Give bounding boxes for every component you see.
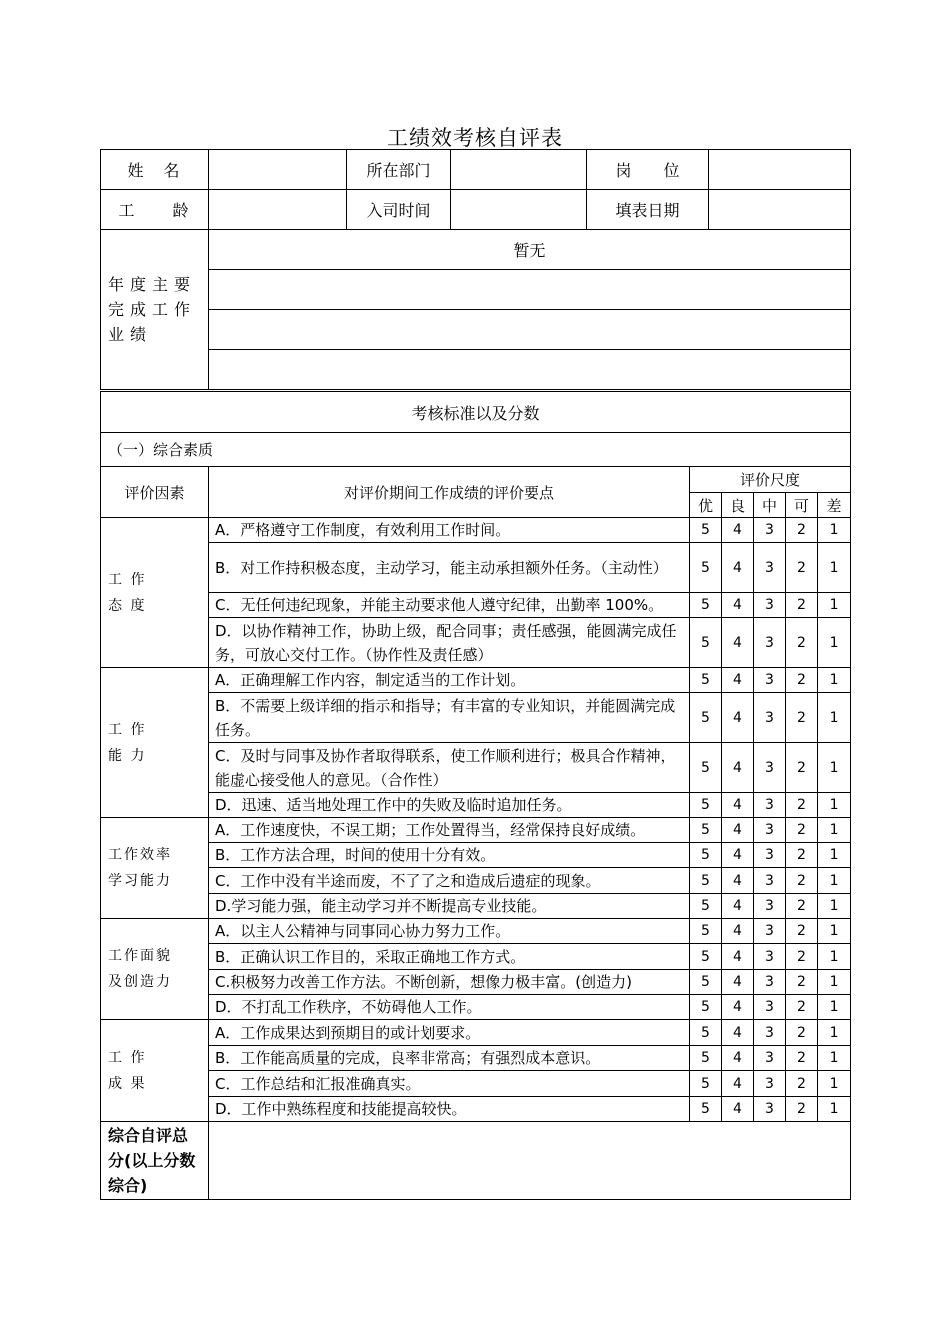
join-date-field[interactable] (451, 190, 587, 230)
grade-header: 优 (690, 493, 722, 518)
criteria-item: D．以协作精神工作，协助上级，配合同事；责任感强，能圆满完成任务，可放心交付工作。（协作性及责任感） (209, 618, 690, 668)
score-cell[interactable]: 5 (690, 543, 722, 593)
score-cell[interactable]: 3 (754, 668, 786, 693)
score-cell[interactable]: 4 (722, 868, 754, 894)
criteria-item: D．迅速、适当地处理工作中的失败及临时追加任务。 (209, 793, 690, 818)
score-cell[interactable]: 5 (690, 995, 722, 1020)
join-date-label: 入司时间 (347, 190, 451, 230)
score-cell[interactable]: 5 (690, 868, 722, 894)
score-cell[interactable]: 3 (754, 894, 786, 919)
criteria-row (101, 743, 851, 793)
score-cell[interactable]: 1 (818, 618, 851, 668)
criteria-item: D．不打乱工作秩序，不妨碍他人工作。 (209, 995, 690, 1020)
score-cell[interactable]: 3 (754, 693, 786, 743)
score-cell[interactable]: 3 (754, 518, 786, 543)
criteria-row (101, 618, 851, 668)
score-cell[interactable]: 3 (754, 793, 786, 818)
score-cell[interactable]: 4 (722, 693, 754, 743)
post-label: 岗 位 (587, 150, 709, 190)
score-cell[interactable]: 1 (818, 970, 851, 995)
score-cell[interactable]: 5 (690, 1046, 722, 1071)
score-cell[interactable]: 5 (690, 593, 722, 618)
score-cell[interactable]: 5 (690, 1097, 722, 1122)
score-cell[interactable]: 5 (690, 919, 722, 944)
score-cell[interactable]: 5 (690, 693, 722, 743)
scale-header: 评价尺度 (690, 467, 851, 493)
score-cell[interactable]: 2 (786, 919, 818, 944)
criteria-heading: 考核标准以及分数 (101, 391, 851, 433)
page-title: 工绩效考核自评表 (387, 126, 563, 150)
criteria-row (101, 1046, 851, 1071)
score-cell[interactable]: 3 (754, 843, 786, 868)
criteria-row (101, 995, 851, 1020)
score-cell[interactable]: 4 (722, 1071, 754, 1097)
score-cell[interactable]: 3 (754, 1046, 786, 1071)
score-cell[interactable]: 5 (690, 668, 722, 693)
criteria-item: B．对工作持积极态度，主动学习，能主动承担额外任务。（主动性） (209, 543, 690, 593)
score-cell[interactable]: 4 (722, 818, 754, 843)
score-cell[interactable]: 1 (818, 1097, 851, 1122)
criteria-item: A．严格遵守工作制度，有效利用工作时间。 (209, 518, 690, 543)
criteria-row (101, 543, 851, 593)
score-cell[interactable]: 5 (690, 944, 722, 970)
score-cell[interactable]: 3 (754, 1020, 786, 1046)
score-cell[interactable]: 1 (818, 543, 851, 593)
score-cell[interactable]: 4 (722, 668, 754, 693)
score-cell[interactable]: 2 (786, 1097, 818, 1122)
grade-header: 良 (722, 493, 754, 518)
score-cell[interactable]: 3 (754, 944, 786, 970)
criteria-item: C.积极努力改善工作方法。不断创新，想像力极丰富。(创造力) (209, 970, 690, 995)
score-cell[interactable]: 4 (722, 1020, 754, 1046)
score-cell[interactable]: 3 (754, 593, 786, 618)
score-cell[interactable]: 4 (722, 995, 754, 1020)
score-cell[interactable]: 4 (722, 843, 754, 868)
grade-header: 可 (786, 493, 818, 518)
criteria-item: D.学习能力强，能主动学习并不断提高专业技能。 (209, 894, 690, 919)
factor-label: 工 作 成 果 (101, 1020, 209, 1122)
criteria-row (101, 868, 851, 894)
score-cell[interactable]: 1 (818, 593, 851, 618)
factor-label: 工作效率 学习能力 (101, 818, 209, 919)
score-cell[interactable]: 2 (786, 693, 818, 743)
score-cell[interactable]: 1 (818, 995, 851, 1020)
score-cell[interactable]: 4 (722, 543, 754, 593)
score-cell[interactable]: 2 (786, 518, 818, 543)
score-cell[interactable]: 5 (690, 843, 722, 868)
score-cell[interactable]: 1 (818, 793, 851, 818)
score-cell[interactable]: 2 (786, 970, 818, 995)
score-cell[interactable]: 2 (786, 995, 818, 1020)
score-cell[interactable]: 5 (690, 618, 722, 668)
score-cell[interactable]: 1 (818, 919, 851, 944)
grade-header: 差 (818, 493, 851, 518)
score-cell[interactable]: 3 (754, 1071, 786, 1097)
criteria-row (101, 1097, 851, 1122)
score-cell[interactable]: 4 (722, 944, 754, 970)
score-cell[interactable]: 4 (722, 593, 754, 618)
criteria-item: B．工作能高质量的完成，良率非常高；有强烈成本意识。 (209, 1046, 690, 1071)
score-cell[interactable]: 5 (690, 1020, 722, 1046)
score-cell[interactable]: 2 (786, 543, 818, 593)
total-score-field[interactable] (209, 1122, 851, 1200)
criteria-item: C．及时与同事及协作者取得联系，使工作顺利进行；极具合作精神，能虚心接受他人的意见。（合作性） (209, 743, 690, 793)
criteria-item: B．正确认识工作目的，采取正确地工作方式。 (209, 944, 690, 970)
criteria-row (101, 668, 851, 693)
fill-date-field[interactable] (709, 190, 851, 230)
score-cell[interactable]: 5 (690, 518, 722, 543)
score-cell[interactable]: 2 (786, 1046, 818, 1071)
total-score-label: 综合自评总分(以上分数综合) (101, 1122, 209, 1200)
criteria-item: A．工作成果达到预期目的或计划要求。 (209, 1020, 690, 1046)
score-cell[interactable]: 4 (722, 970, 754, 995)
score-cell[interactable]: 1 (818, 868, 851, 894)
criteria-item: C．工作总结和汇报准确真实。 (209, 1071, 690, 1097)
score-cell[interactable]: 5 (690, 970, 722, 995)
score-cell[interactable]: 3 (754, 818, 786, 843)
criteria-item: A．以主人公精神与同事同心协力努力工作。 (209, 919, 690, 944)
score-cell[interactable]: 1 (818, 1046, 851, 1071)
score-cell[interactable]: 5 (690, 818, 722, 843)
score-cell[interactable]: 4 (722, 618, 754, 668)
factor-label: 工 作 能 力 (101, 668, 209, 818)
score-cell[interactable]: 2 (786, 818, 818, 843)
score-cell[interactable]: 1 (818, 1020, 851, 1046)
factor-label: 工作面貌 及创造力 (101, 919, 209, 1020)
achievement-row[interactable] (209, 310, 851, 350)
score-cell[interactable]: 5 (690, 793, 722, 818)
score-cell[interactable]: 4 (722, 518, 754, 543)
score-cell[interactable]: 1 (818, 894, 851, 919)
score-cell[interactable]: 1 (818, 518, 851, 543)
criteria-row (101, 919, 851, 944)
points-header: 对评价期间工作成绩的评价要点 (209, 467, 690, 518)
score-cell[interactable]: 3 (754, 995, 786, 1020)
criteria-row (101, 970, 851, 995)
dept-label: 所在部门 (347, 150, 451, 190)
score-cell[interactable]: 3 (754, 919, 786, 944)
score-cell[interactable]: 5 (690, 1071, 722, 1097)
score-cell[interactable]: 5 (690, 743, 722, 793)
achievement-row[interactable] (209, 350, 851, 390)
criteria-row (101, 818, 851, 843)
criteria-item: D．工作中熟练程度和技能提高较快。 (209, 1097, 690, 1122)
score-cell[interactable]: 1 (818, 944, 851, 970)
seniority-label: 工 龄 (101, 190, 209, 230)
criteria-item: C．无任何违纪现象，并能主动要求他人遵守纪律，出勤率 100%。 (209, 593, 690, 618)
score-cell[interactable]: 3 (754, 743, 786, 793)
score-cell[interactable]: 3 (754, 1097, 786, 1122)
basic-info-table (100, 149, 851, 230)
name-field[interactable] (209, 150, 347, 190)
score-cell[interactable]: 3 (754, 970, 786, 995)
score-cell[interactable]: 2 (786, 668, 818, 693)
factor-header: 评价因素 (101, 467, 209, 518)
score-cell[interactable]: 2 (786, 743, 818, 793)
score-cell[interactable]: 2 (786, 894, 818, 919)
score-cell[interactable]: 2 (786, 593, 818, 618)
score-cell[interactable]: 1 (818, 843, 851, 868)
criteria-row (101, 518, 851, 543)
dept-field[interactable] (451, 150, 587, 190)
criteria-item: C．工作中没有半途而废，不了了之和造成后遗症的现象。 (209, 868, 690, 894)
criteria-row (101, 1020, 851, 1046)
score-cell[interactable]: 4 (722, 894, 754, 919)
score-cell[interactable]: 3 (754, 618, 786, 668)
score-cell[interactable]: 2 (786, 944, 818, 970)
factor-label: 工 作 态 度 (101, 518, 209, 668)
section-title: （一）综合素质 (101, 433, 851, 467)
score-cell[interactable]: 3 (754, 543, 786, 593)
achievement-row[interactable] (209, 270, 851, 310)
score-cell[interactable]: 4 (722, 1097, 754, 1122)
score-cell[interactable]: 4 (722, 1046, 754, 1071)
criteria-row (101, 593, 851, 618)
score-cell[interactable]: 5 (690, 894, 722, 919)
criteria-table (100, 389, 851, 1200)
criteria-row (101, 693, 851, 743)
grade-header: 中 (754, 493, 786, 518)
score-cell[interactable]: 2 (786, 793, 818, 818)
achievement-row[interactable]: 暂无 (209, 230, 851, 270)
seniority-field[interactable] (209, 190, 347, 230)
score-cell[interactable]: 2 (786, 1020, 818, 1046)
score-cell[interactable]: 1 (818, 743, 851, 793)
criteria-item: B．不需要上级详细的指示和指导；有丰富的专业知识，并能圆满完成任务。 (209, 693, 690, 743)
criteria-row (101, 843, 851, 868)
achievements-table (100, 229, 851, 390)
score-cell[interactable]: 2 (786, 868, 818, 894)
score-cell[interactable]: 4 (722, 743, 754, 793)
post-field[interactable] (709, 150, 851, 190)
fill-date-label: 填表日期 (587, 190, 709, 230)
score-cell[interactable]: 1 (818, 818, 851, 843)
score-cell[interactable]: 1 (818, 1071, 851, 1097)
criteria-item: A．工作速度快，不误工期；工作处置得当，经常保持良好成绩。 (209, 818, 690, 843)
score-cell[interactable]: 4 (722, 793, 754, 818)
criteria-row (101, 793, 851, 818)
score-cell[interactable]: 2 (786, 618, 818, 668)
score-cell[interactable]: 2 (786, 843, 818, 868)
criteria-item: B．工作方法合理，时间的使用十分有效。 (209, 843, 690, 868)
name-label: 姓 名 (101, 150, 209, 190)
criteria-row (101, 894, 851, 919)
score-cell[interactable]: 1 (818, 668, 851, 693)
score-cell[interactable]: 4 (722, 919, 754, 944)
score-cell[interactable]: 1 (818, 693, 851, 743)
score-cell[interactable]: 3 (754, 868, 786, 894)
achievements-label: 年度主要完成工作业绩 (101, 230, 209, 390)
score-cell[interactable]: 2 (786, 1071, 818, 1097)
criteria-item: A．正确理解工作内容，制定适当的工作计划。 (209, 668, 690, 693)
criteria-row (101, 944, 851, 970)
criteria-row (101, 1071, 851, 1097)
